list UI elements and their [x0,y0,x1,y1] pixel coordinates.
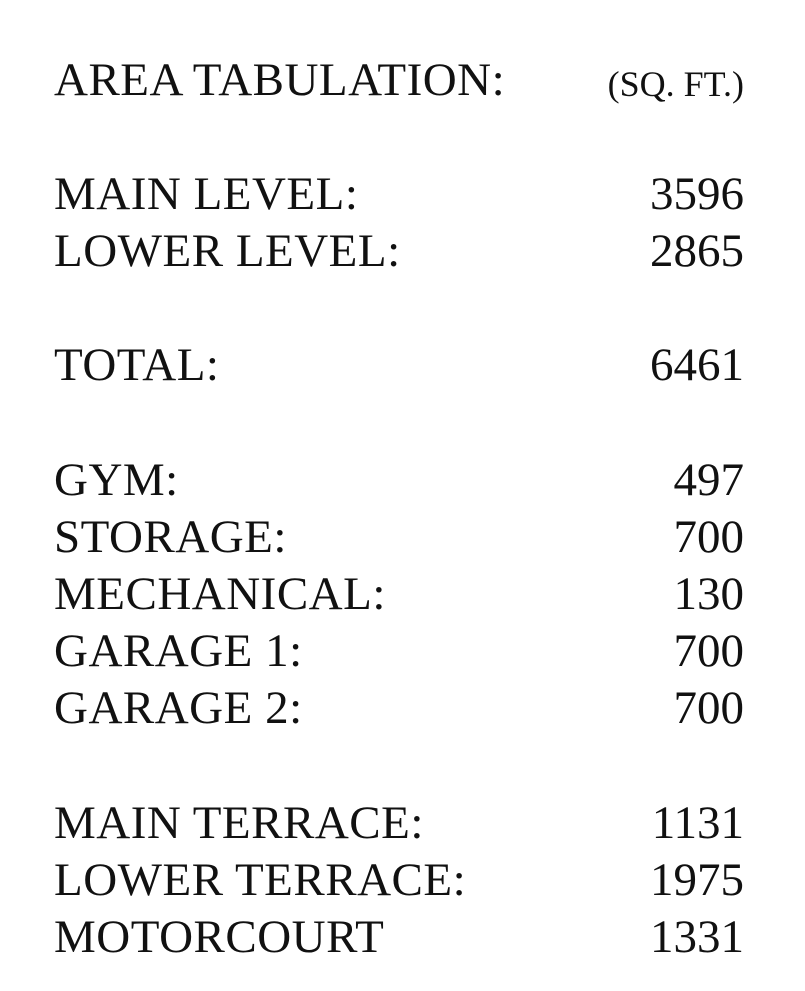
unit-label: (SQ. FT.) [607,64,744,104]
row-value: 700 [673,625,744,677]
row-label: MAIN TERRACE: [54,797,424,849]
row-value: 1975 [650,854,744,906]
row-garage-2 [54,680,744,736]
page-title: AREA TABULATION: [54,54,506,106]
row-value: 1131 [651,797,744,849]
row-lower-terrace [54,852,744,908]
row-main-terrace [54,795,744,851]
row-storage [54,509,744,565]
row-value: 700 [673,511,744,563]
row-value: 700 [673,682,744,734]
row-label: MOTORCOURT [54,911,385,963]
row-label: TOTAL: [54,339,220,391]
row-garage-1 [54,623,744,679]
row-lower-level [54,223,744,279]
row-value: 497 [673,454,744,506]
row-value: 2865 [650,225,744,277]
row-label: MECHANICAL: [54,568,386,620]
row-value: 1331 [650,911,744,963]
row-mechanical [54,566,744,622]
row-label: MAIN LEVEL: [54,168,359,220]
row-value: 130 [673,568,744,620]
row-label: GYM: [54,454,179,506]
row-label: GARAGE 1: [54,625,303,677]
row-label: LOWER LEVEL: [54,225,401,277]
row-main-level [54,166,744,222]
row-label: STORAGE: [54,511,287,563]
row-label: GARAGE 2: [54,682,303,734]
row-motorcourt [54,909,744,965]
row-label: LOWER TERRACE: [54,854,467,906]
table-header [54,52,744,108]
row-value: 3596 [650,168,744,220]
row-gym [54,452,744,508]
row-total [54,337,744,393]
row-value: 6461 [650,339,744,391]
